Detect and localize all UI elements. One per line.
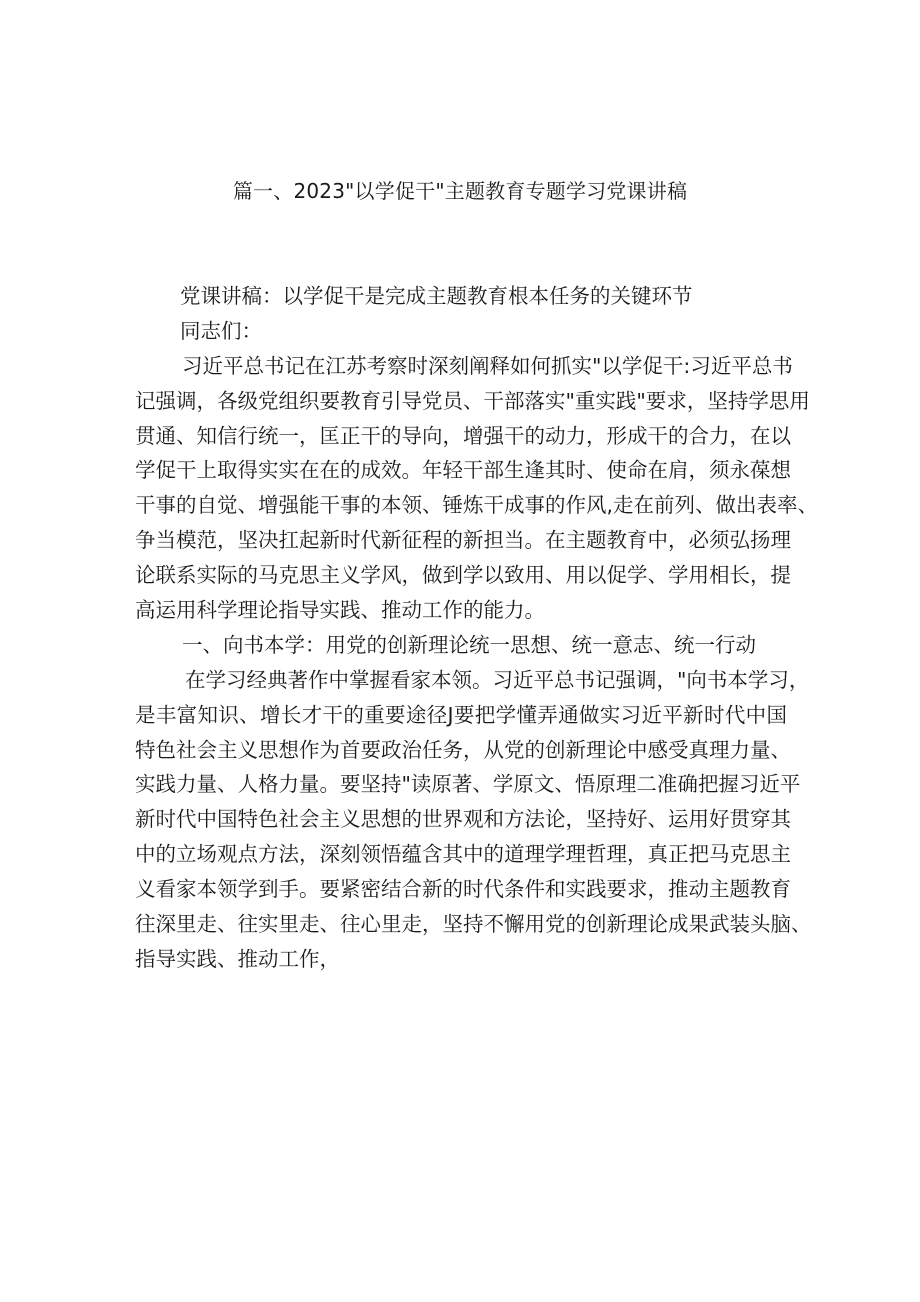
paragraph-1-line-7: 论联系实际的马克思主义学风，做到学以致用、用以促学、学用相长，提 (135, 563, 791, 588)
paragraph-1-line-4: 学促干上取得实实在在的成效。年轻干部生逢其时、使命在肩，须永葆想 (135, 458, 791, 483)
document-title: 篇一、2023"以学促干"主题教育专题学习党课讲稿 (232, 179, 688, 203)
paragraph-1-line-1: 习近平总书记在江苏考察时深刻阐释如何抓实"以学促干:习近平总书 (182, 353, 793, 378)
salutation: 同志们： (180, 318, 262, 343)
paragraph-1-line-3: 贯通、知信行统一，匡正干的导向，增强干的动力，形成干的合力，在以 (135, 423, 791, 448)
lecture-subtitle: 党课讲稿：以学促干是完成主题教育根本任务的关键环节 (180, 284, 693, 308)
paragraph-2-line-8: 往深里走、往实里走、往心里走，坚持不懈用党的创新理论成果武装头脑、 (135, 912, 812, 937)
document-body (135, 279, 819, 977)
paragraph-2-line-2: 是丰富知识、增长才干的重要途径J要把学懂弄通做实习近平新时代中国 (135, 702, 787, 727)
paragraph-1-line-8: 高运用科学理论指导实践、推动工作的能力。 (135, 598, 545, 623)
section-heading-1: 一、向书本学：用党的创新理论统一思想、统一意志、统一行动 (182, 632, 756, 657)
paragraph-2-line-9: 指导实践、推动工作， (135, 946, 340, 971)
paragraph-2-line-1: 在学习经典著作中掌握看家本领。习近平总书记强调，"向书本学习， (185, 667, 810, 692)
paragraph-1-line-6: 争当模范，坚决扛起新时代新征程的新担当。在主题教育中，必须弘扬理 (135, 528, 791, 553)
paragraph-2-line-3: 特色社会主义思想作为首要政治任务，从党的创新理论中感受真理力量、 (135, 737, 791, 762)
paragraph-2-line-7: 义看家本领学到手。要紧密结合新的时代条件和实践要求，推动主题教育 (135, 877, 791, 902)
paragraph-2-line-5: 新时代中国特色社会主义思想的世界观和方法论，坚持好、运用好贯穿其 (135, 807, 791, 832)
paragraph-2-line-4: 实践力量、人格力量。要坚持"读原著、学原文、悟原理二准确把握习近平 (135, 772, 801, 797)
paragraph-2-line-6: 中的立场观点方法，深刻领悟蕴含其中的道理学理哲理，真正把马克思主 (135, 842, 791, 867)
paragraph-1-line-5: 干事的自觉、增强能干事的本领、锤炼干成事的作风,走在前列、做出表率、 (135, 493, 819, 518)
paragraph-1-line-2: 记强调，各级党组织要教育引导党员、干部落实"重实践"要求，坚持学思用 (135, 388, 810, 413)
